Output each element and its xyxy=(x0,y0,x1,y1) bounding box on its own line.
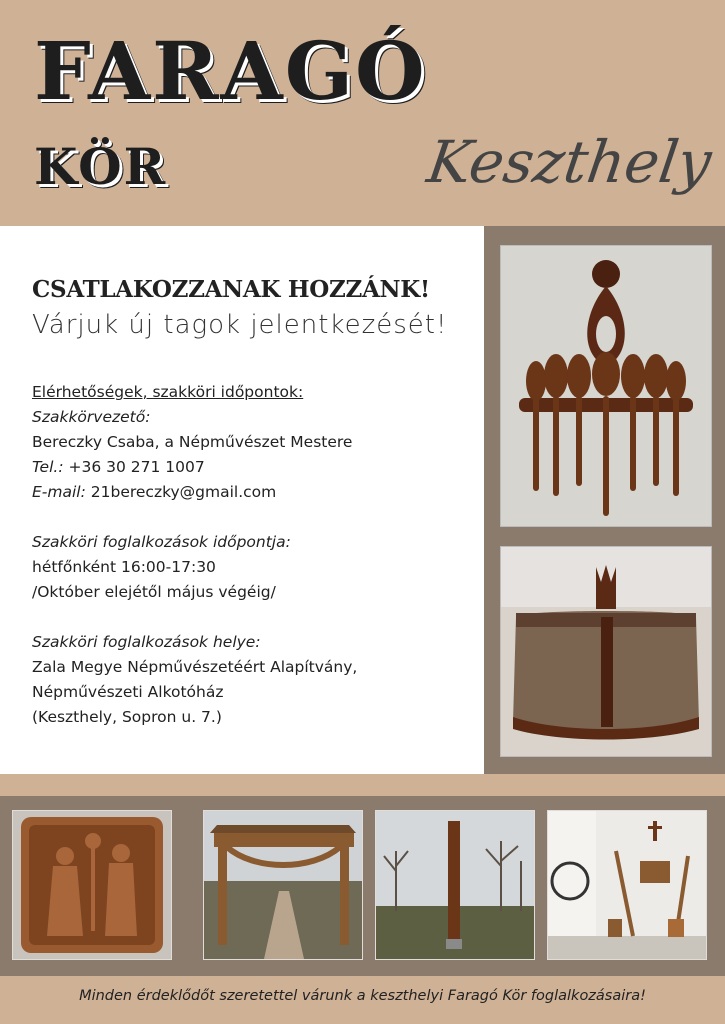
main-text xyxy=(32,274,472,730)
leader-label: Szakkörvezető: xyxy=(32,408,151,426)
join-subheading: Várjuk új tagok jelentkezését! xyxy=(32,310,448,340)
city-script: Keszthely xyxy=(423,128,716,196)
join-heading: CSATLAKOZZANAK HOZZÁNK! xyxy=(32,276,430,303)
schedule-time: hétfőnként 16:00-17:30 xyxy=(32,558,216,576)
email-line xyxy=(32,480,472,505)
location-line2: Népművészeti Alkotóház xyxy=(32,683,224,701)
gingerbread-mold-photo xyxy=(12,810,172,960)
email-label: E-mail: xyxy=(32,483,86,501)
leader-name: Bereczky Csaba, a Népművészet Mestere xyxy=(32,433,353,451)
wooden-gate-photo xyxy=(203,810,363,960)
spoon-rack-photo xyxy=(500,245,712,527)
footer-invitation: Minden érdeklődőt szeretettel várunk a keszthelyi Faragó Kör foglalkozásaira! xyxy=(79,988,646,1004)
exhibition-room-photo xyxy=(547,810,707,960)
phone-number[interactable]: +36 30 271 1007 xyxy=(68,458,205,476)
location-label: Szakköri foglalkozások helye: xyxy=(32,633,261,651)
schedule-season: /Október elejétől május végéig/ xyxy=(32,583,276,601)
phone-line xyxy=(32,455,472,480)
schedule-label: Szakköri foglalkozások időpontja: xyxy=(32,533,291,551)
contact-block xyxy=(32,380,472,730)
header-banner xyxy=(0,0,725,226)
email-address[interactable]: 21bereczky@gmail.com xyxy=(90,483,277,501)
phone-label: Tel.: xyxy=(32,458,64,476)
carved-pole-photo xyxy=(375,810,535,960)
location-line3: (Keszthely, Sopron u. 7.) xyxy=(32,708,222,726)
carved-box-photo xyxy=(500,546,712,757)
contact-section-title: Elérhetőségek, szakköri időpontok: xyxy=(32,383,304,401)
title-kor: KÖR xyxy=(34,137,168,196)
location-line1: Zala Megye Népművészetéért Alapítvány, xyxy=(32,658,358,676)
title-farago: FARAGÓ xyxy=(34,24,427,118)
